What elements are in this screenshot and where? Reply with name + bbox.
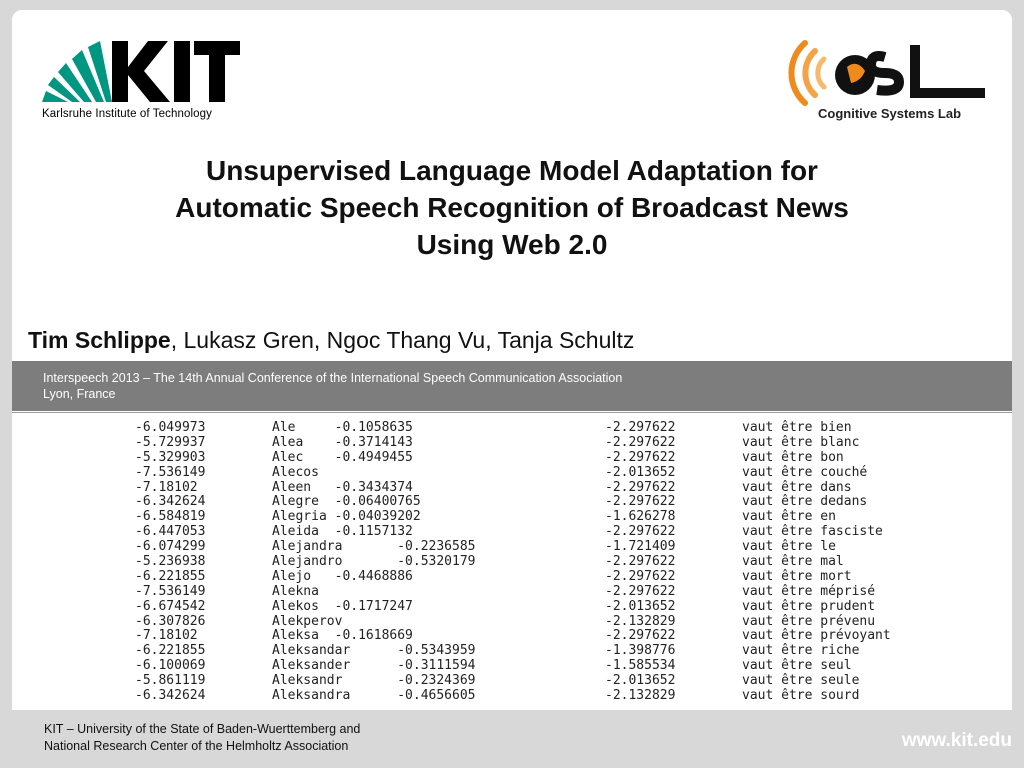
footer-text [44,721,360,755]
trigram-prob: -2.013652 [605,464,676,480]
unigram-prob: -7.18102 [135,628,198,644]
trigram-prob: -2.297622 [605,554,676,570]
trigram-phrase: vaut être en [742,509,836,525]
unigram-prob: -5.729937 [135,434,206,450]
conference-name: Interspeech 2013 – The 14th Annual Conference of the International Speech Communication Association [43,371,623,385]
csl-logo [787,35,992,110]
unigram-prob: -6.584819 [135,509,206,525]
unigram-prob: -5.329903 [135,449,206,465]
title-line-3: Using Web 2.0 [416,229,608,260]
conference-location: Lyon, France [43,387,116,401]
table-row [12,524,1012,539]
word-backoff: Alegre -0.06400765 [272,494,421,510]
trigram-prob: -2.132829 [605,688,676,704]
trigram-phrase: vaut être sourd [742,688,860,704]
word-backoff: Alekna [272,583,319,599]
trigram-prob: -1.721409 [605,539,676,555]
trigram-prob: -2.132829 [605,613,676,629]
language-model-table [12,420,1012,703]
table-row [12,688,1012,703]
csl-subtitle: Cognitive Systems Lab [818,106,962,121]
word-backoff: Alekperov [272,613,343,629]
table-row [12,435,1012,450]
unigram-prob: -6.049973 [135,420,206,435]
table-row [12,599,1012,614]
unigram-prob: -6.221855 [135,568,206,584]
conference-band [12,361,1012,411]
table-row [12,569,1012,584]
unigram-prob: -6.342624 [135,688,206,704]
trigram-phrase: vaut être prévoyant [742,628,891,644]
title-line-2: Automatic Speech Recognition of Broadcast News [175,192,849,223]
trigram-prob: -1.398776 [605,643,676,659]
table-row [12,539,1012,554]
trigram-prob: -2.297622 [605,420,676,435]
word-backoff: Aleen -0.3434374 [272,479,413,495]
trigram-phrase: vaut être bon [742,449,844,465]
authors [28,327,634,354]
word-backoff: Alecos [272,464,319,480]
slide-title [112,152,912,263]
trigram-prob: -2.297622 [605,568,676,584]
table-row [12,658,1012,673]
unigram-prob: -6.100069 [135,658,206,674]
unigram-prob: -7.536149 [135,464,206,480]
unigram-prob: -6.447053 [135,524,206,540]
word-backoff: Aleksandra -0.4656605 [272,688,476,704]
co-authors: , Lukasz Gren, Ngoc Thang Vu, Tanja Schultz [170,327,635,353]
word-backoff: Alejo -0.4468886 [272,568,413,584]
unigram-prob: -6.342624 [135,494,206,510]
table-row [12,554,1012,569]
trigram-prob: -2.013652 [605,598,676,614]
unigram-prob: -7.18102 [135,479,198,495]
trigram-phrase: vaut être le [742,539,836,555]
table-row [12,450,1012,465]
table-row [12,673,1012,688]
trigram-prob: -2.297622 [605,583,676,599]
trigram-phrase: vaut être prévenu [742,613,876,629]
trigram-phrase: vaut être dans [742,479,852,495]
unigram-prob: -7.536149 [135,583,206,599]
word-backoff: Alejandro -0.5320179 [272,554,476,570]
table-row [12,584,1012,599]
footer-line-2: National Research Center of the Helmholtz Association [44,739,349,753]
unigram-prob: -6.074299 [135,539,206,555]
trigram-phrase: vaut être fasciste [742,524,883,540]
footer-url[interactable]: www.kit.edu [901,730,1012,751]
trigram-phrase: vaut être méprisé [742,583,876,599]
word-backoff: Aleksandr -0.2324369 [272,673,476,689]
trigram-prob: -2.297622 [605,434,676,450]
unigram-prob: -6.221855 [135,643,206,659]
trigram-phrase: vaut être seule [742,673,860,689]
band-divider [12,412,1012,413]
trigram-phrase: vaut être couché [742,464,868,480]
table-row [12,509,1012,524]
trigram-prob: -2.297622 [605,479,676,495]
table-row [12,465,1012,480]
trigram-phrase: vaut être seul [742,658,852,674]
title-line-1: Unsupervised Language Model Adaptation for [206,155,818,186]
table-row [12,420,1012,435]
trigram-prob: -2.297622 [605,524,676,540]
unigram-prob: -6.307826 [135,613,206,629]
word-backoff: Alea -0.3714143 [272,434,413,450]
trigram-prob: -2.297622 [605,628,676,644]
trigram-phrase: vaut être riche [742,643,860,659]
table-row [12,614,1012,629]
kit-subtitle: Karlsruhe Institute of Technology [42,108,212,120]
trigram-prob: -2.297622 [605,494,676,510]
presenter-name: Tim Schlippe [28,327,171,353]
trigram-prob: -2.013652 [605,673,676,689]
trigram-prob: -1.626278 [605,509,676,525]
trigram-phrase: vaut être blanc [742,434,860,450]
table-row [12,480,1012,495]
trigram-prob: -2.297622 [605,449,676,465]
unigram-prob: -5.861119 [135,673,206,689]
word-backoff: Aleksandar -0.5343959 [272,643,476,659]
word-backoff: Alec -0.4949455 [272,449,413,465]
slide [12,10,1012,710]
word-backoff: Ale -0.1058635 [272,420,413,435]
unigram-prob: -5.236938 [135,554,206,570]
trigram-phrase: vaut être dedans [742,494,868,510]
word-backoff: Aleida -0.1157132 [272,524,413,540]
word-backoff: Aleksander -0.3111594 [272,658,476,674]
word-backoff: Aleksa -0.1618669 [272,628,413,644]
footer-line-1: KIT – University of the State of Baden-Wuerttemberg and [44,722,361,736]
word-backoff: Alekos -0.1717247 [272,598,413,614]
table-row [12,643,1012,658]
trigram-prob: -1.585534 [605,658,676,674]
word-backoff: Alejandra -0.2236585 [272,539,476,555]
trigram-phrase: vaut être prudent [742,598,876,614]
unigram-prob: -6.674542 [135,598,206,614]
trigram-phrase: vaut être bien [742,420,852,435]
table-row [12,628,1012,643]
trigram-phrase: vaut être mort [742,568,852,584]
trigram-phrase: vaut être mal [742,554,844,570]
table-row [12,494,1012,509]
word-backoff: Alegria -0.04039202 [272,509,421,525]
